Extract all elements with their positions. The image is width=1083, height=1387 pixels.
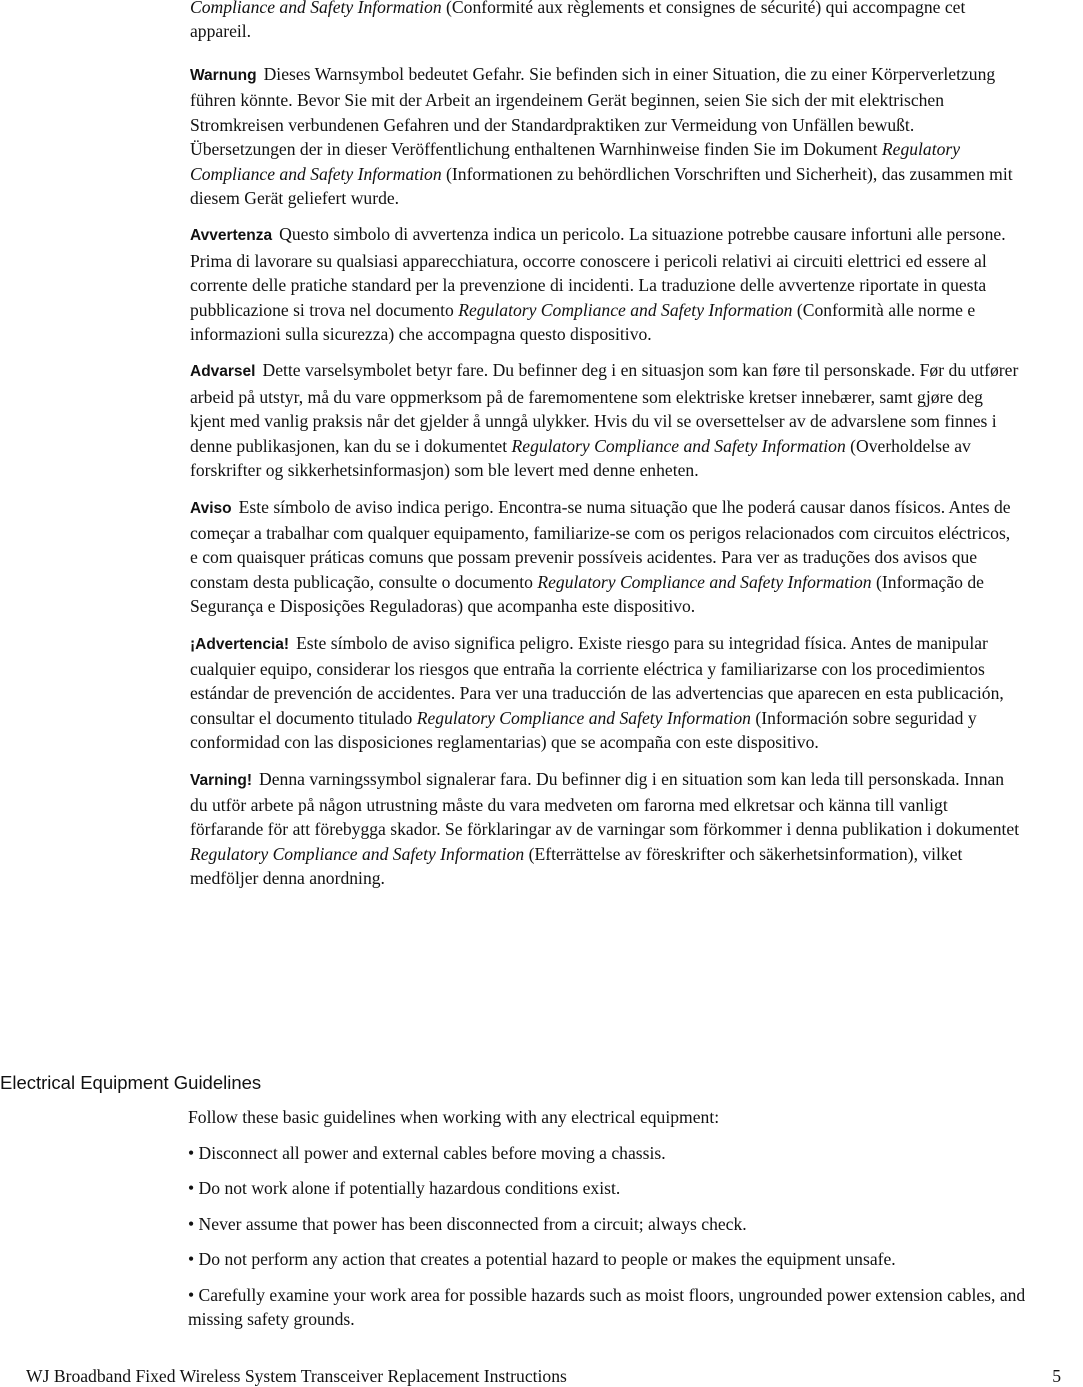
warning-text-no: Dette varselsymbolet betyr fare. Du befinner deg i en situasjon som kan føre til personskade. Før du utfører arbeid på utstyr, må du vare oppmerksom på de faremomentene som elektriske kretser innebærer, samt gjøre deg kjent med vanlig praksis når det gjelder å unngå ulykker. Hvis du vil se oversettelser av de advarslene som finnes i denne publikasjonen, kan du se i dokumentet [190, 360, 1019, 456]
guidelines-intro: Follow these basic guidelines when working with any electrical equipment: [188, 1107, 720, 1127]
warning-text-de: Dieses Warnsymbol bedeutet Gefahr. Sie befinden sich in einer Situation, die zu einer Körperverletzung führen könnte. Bevor Sie mit der Arbeit an irgendeinem Gerät beginnen, seien Sie sich der mit elektrischen Stromkreisen verbundenen Gefahren und der Standardpraktiken zur Vermeidung von Unfällen bewußt. Übersetzungen der in dieser Veröffentlichung enthaltenen Warnhinweise finden Sie im Dokument [190, 64, 996, 160]
warning-doc-title-es: Regulatory Compliance and Safety Information [416, 707, 751, 728]
warning-label-sv: Varning! [190, 771, 253, 789]
guideline-item: • Do not work alone if potentially hazardous conditions exist. [188, 1178, 621, 1198]
guideline-item: • Carefully examine your work area for possible hazards such as moist floors, ungrounded power extension cables, and missing safety grounds. [188, 1284, 1026, 1329]
warning-label-es: ¡Advertencia! [190, 635, 290, 653]
warning-text-it: Questo simbolo di avvertenza indica un pericolo. La situazione potrebbe causare infortuni alle persone. Prima di lavorare su qualsiasi apparecchiatura, occorre conoscere i pericoli relativi ai circuiti elettrici ed essere al corrente delle pratiche standard per la prevenzione di incidenti. La traduzione delle avvertenze riportate in questa pubblicazione si trova nel documento [190, 224, 1006, 320]
warning-label-pt: Aviso [190, 499, 232, 517]
warning-text-after-pt: (Informação de Segurança e Disposições Reguladoras) que acompanha este dispositivo. [190, 571, 984, 617]
warning-text-after-sv: (Efterrättelse av föreskrifter och säkerhetsinformation), vilket medföljer denna anordning. [190, 843, 963, 889]
page-number: 5 [1052, 1366, 1061, 1386]
page-footer [26, 1366, 1061, 1387]
warning-text-after-no: (Overholdelse av forskrifter og sikkerhetsinformasjon) som ble levert med denne enheten. [190, 435, 971, 481]
warning-doc-title-pt: Regulatory Compliance and Safety Information [537, 571, 872, 592]
warning-label-de: Warnung [190, 67, 257, 84]
warning-text-after-it: (Conformità alle norme e informazioni sulla sicurezza) che accompagna questo dispositivo. [190, 299, 976, 345]
warning-label-it: Avvertenza [190, 227, 273, 245]
intro-text: (Conformité aux règlements et consignes de sécurité) qui accompagne cet appareil. [190, 0, 966, 42]
warning-paragraph-pt [190, 495, 1020, 619]
warning-paragraph-sv [190, 767, 1020, 891]
intro-doc-title: Compliance and Safety Information [190, 0, 442, 17]
warning-text-after-es: (Información sobre seguridad y conformidad con las disposiciones reglamentarias) que se acompaña con este dispositivo. [190, 707, 977, 753]
guideline-item: • Never assume that power has been disconnected from a circuit; always check. [188, 1213, 747, 1234]
warning-paragraph-no [190, 358, 1020, 482]
footer-title: WJ Broadband Fixed Wireless System Transceiver Replacement Instructions [26, 1366, 567, 1386]
section-heading: Electrical Equipment Guidelines [0, 1072, 262, 1093]
warning-doc-title-no: Regulatory Compliance and Safety Information [511, 435, 846, 456]
warning-doc-title-it: Regulatory Compliance and Safety Information [458, 299, 793, 320]
guideline-item: • Do not perform any action that creates a potential hazard to people or makes the equipment unsafe. [188, 1249, 896, 1269]
warning-text-es: Este símbolo de aviso significa peligro. Existe riesgo para su integridad física. Antes de manipular cualquier equipo, considerar los riesgos que entraña la corriente eléctrica y familiarizarse con los procedimientos estándar de prevención de accidentes. Para ver una traducción de las advertencias que aparecen en esta publicación, consultar el documento titulado [190, 632, 1004, 728]
warning-label-no: Advarsel [190, 363, 256, 381]
warning-text-sv: Denna varningssymbol signalerar fara. Du befinner dig i en situation som kan leda till personskada. Innan du utför arbete på någon utrustning måste du vara medveten om farorna med elkretsar och känna till vanligt förfarande för att förebygga skador. Se förklaringar av de varningar som förkommer i denna publikation i dokumentet [190, 768, 1020, 840]
warning-doc-title-sv: Regulatory Compliance and Safety Information [190, 843, 525, 864]
warning-doc-title-de: Regulatory Compliance and Safety Information [190, 139, 961, 184]
warning-paragraph-de [190, 62, 1020, 210]
guidelines-list [188, 1105, 1078, 1342]
warning-text-after-de: (Informationen zu behördlichen Vorschriften und Sicherheit), das zusammen mit diesem Gerät geliefert wurde. [190, 163, 1013, 209]
warning-text-pt: Este símbolo de aviso indica perigo. Encontra-se numa situação que lhe poderá causar danos físicos. Antes de começar a trabalhar com qualquer equipamento, familiarize-se com os perigos relacionados com circuitos eléctricos, e com quaisquer práticas comuns que possam prevenir possíveis acidentes. Para ver as traduções dos avisos que constam desta publicação, consulte o documento [190, 496, 1011, 592]
warning-paragraph-es [190, 631, 1020, 755]
warning-paragraph-it [190, 222, 1020, 346]
guideline-item: • Disconnect all power and external cables before moving a chassis. [188, 1142, 666, 1163]
intro-paragraph [190, 0, 1020, 44]
translated-warnings [190, 62, 1020, 903]
